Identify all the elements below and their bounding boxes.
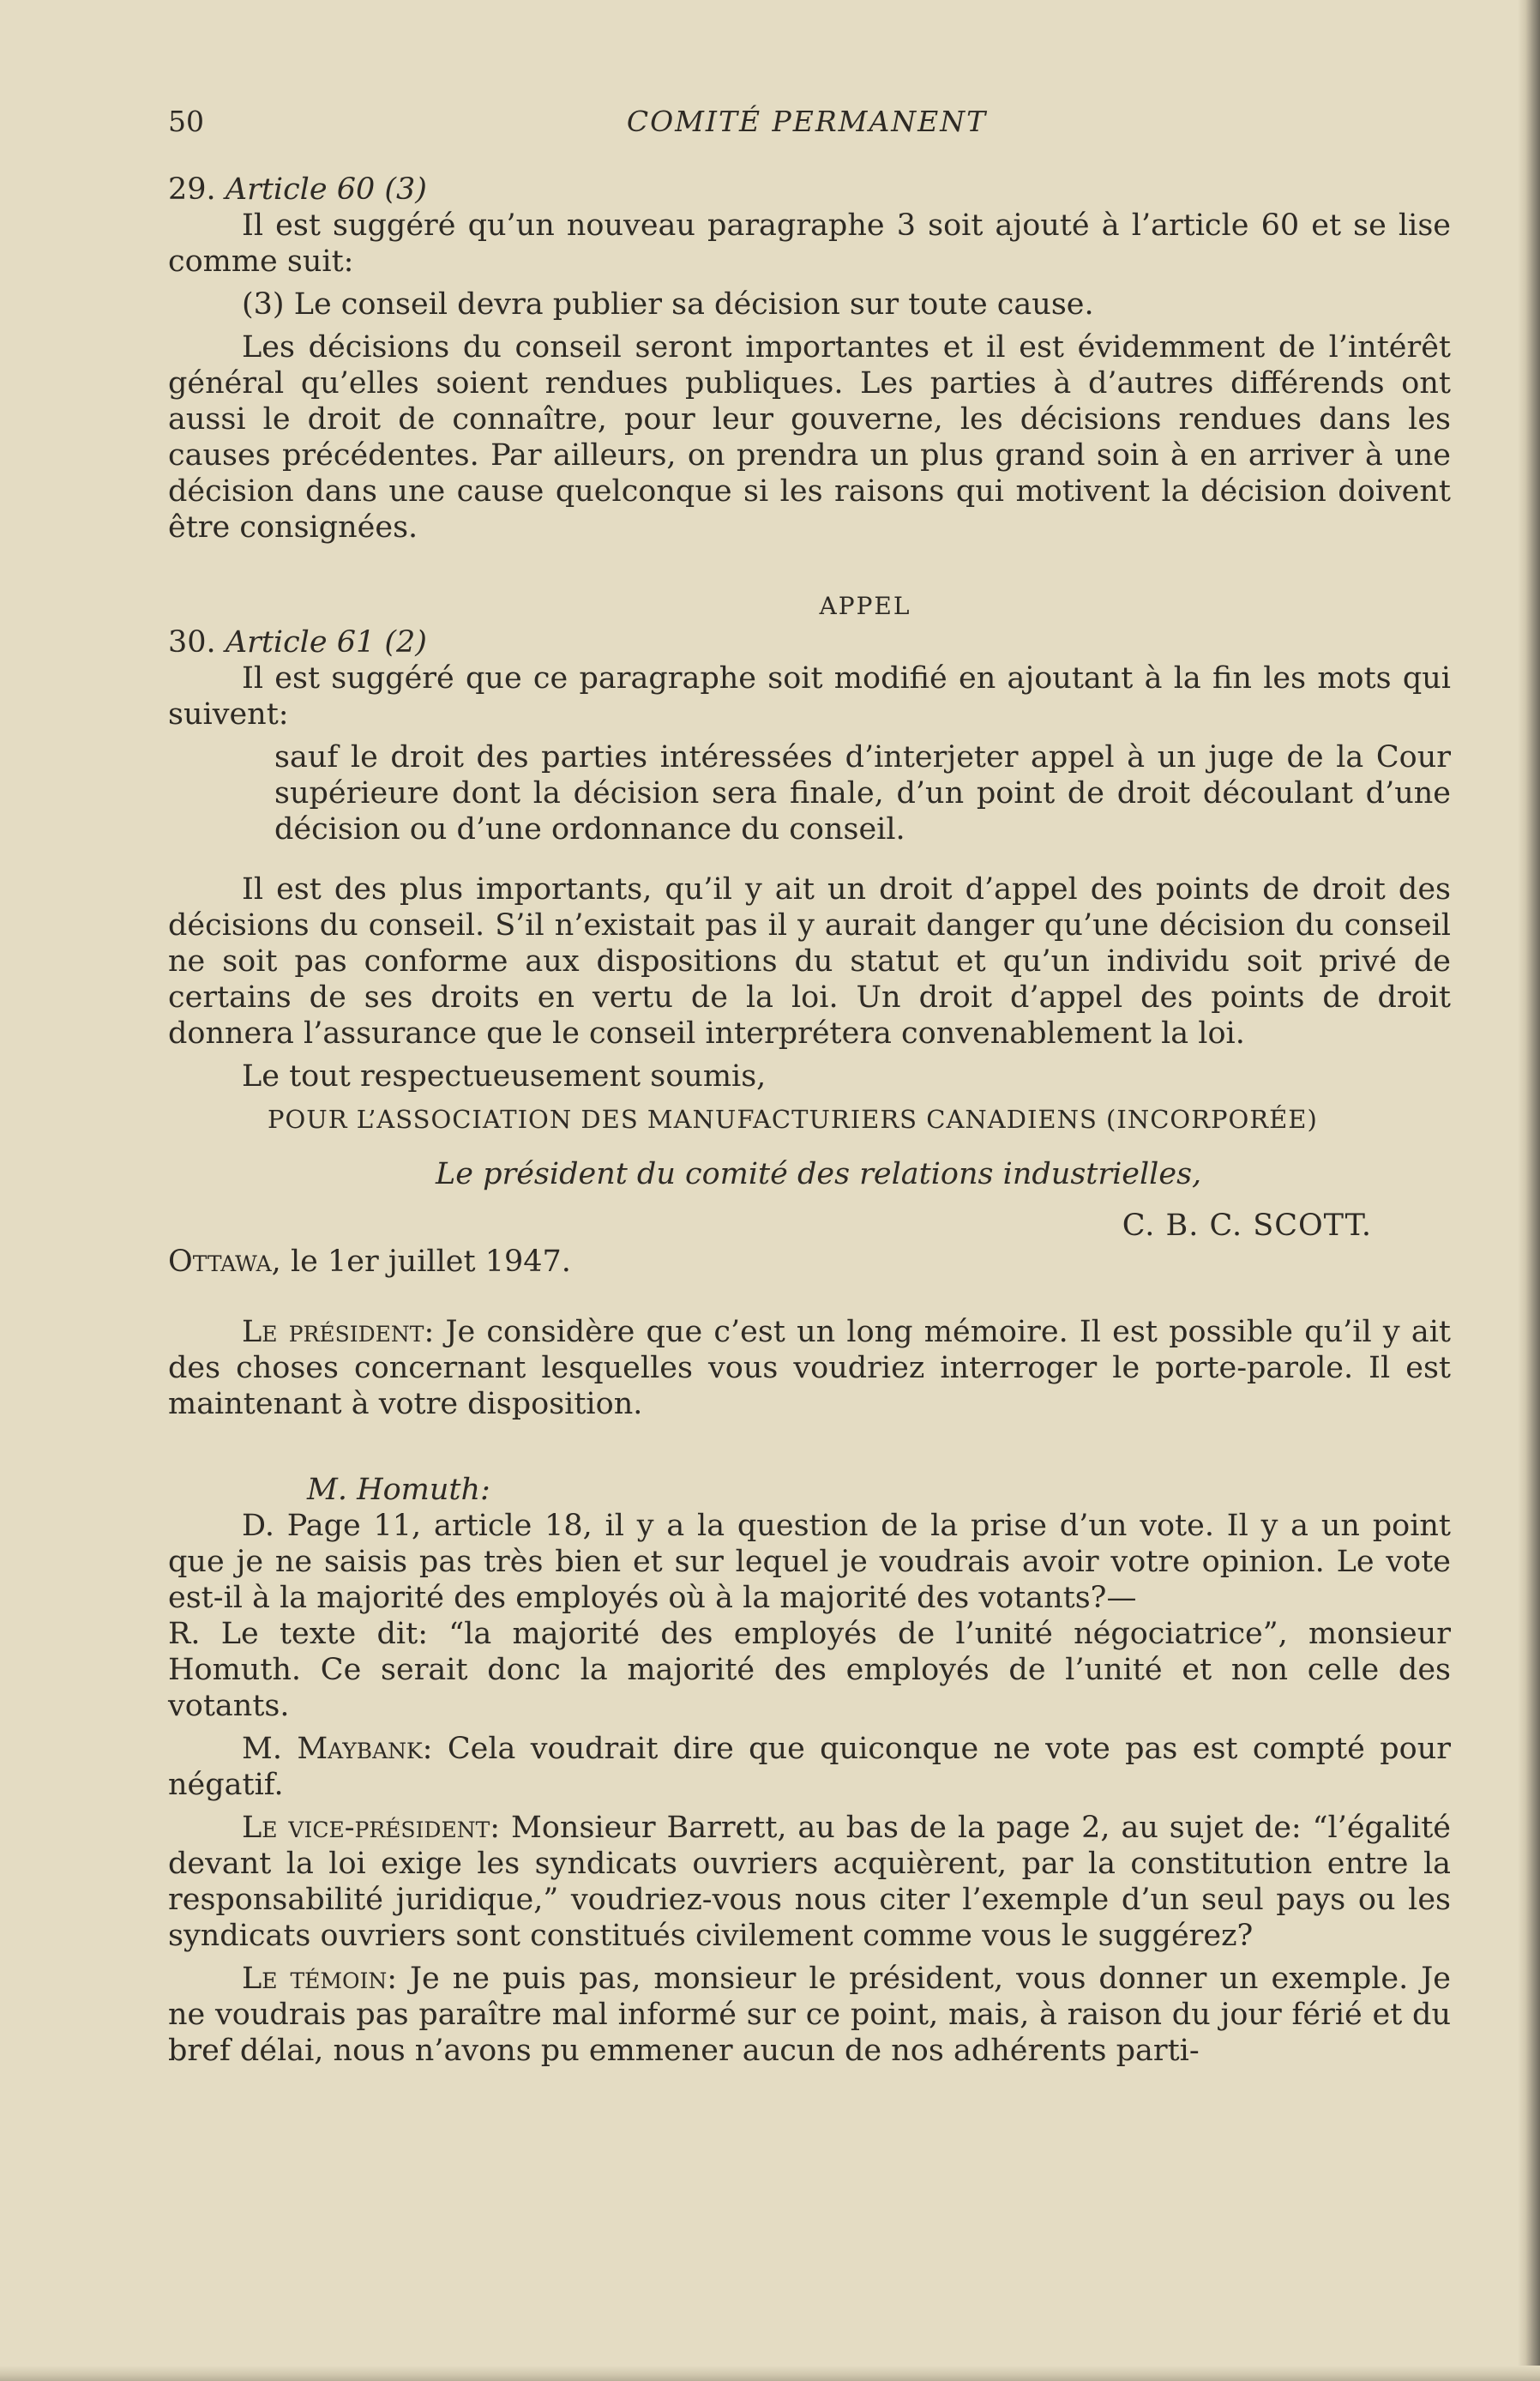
question-text: D. Page 11, article 18, il y a la question de la prise d’un vote. Il y a un point que je ne saisis pas très bien et sur lequel je voudrais avoir votre opinion. Le vote est-il à la majorité des employés où à la majorité des votants?— <box>168 1509 1451 1615</box>
witness-remark <box>168 1961 1451 2069</box>
section-heading-appel: APPEL <box>819 592 911 620</box>
speaker-maybank: M. Maybank: <box>242 1732 433 1766</box>
page-bottom-edge <box>0 2366 1540 2381</box>
running-title: COMITÉ PERMANENT <box>626 105 988 138</box>
signer-role: Le président du comité des relations industrielles, <box>436 1157 1202 1191</box>
article-30-number: 30. <box>168 625 216 660</box>
article-29-rationale: Les décisions du conseil seront importantes et il est évidemment de l’intérêt général qu’elles soient rendues publiques. Les parties à d’autres différends ont aussi le droit de connaître, pour leur gouverne, les décisions rendues dans les causes précédentes. Par ailleurs, on prendra un plus grand soin à en arriver à une décision dans une cause quelconque si les raisons qui motivent la décision doivent être consignées. <box>168 330 1451 545</box>
page-body <box>168 172 1451 2069</box>
article-30-title: Article 61 (2) <box>225 625 427 660</box>
speaker-witness: Le témoin: <box>242 1962 398 1996</box>
article-29-number: 29. <box>168 172 216 207</box>
maybank-remark <box>168 1731 1451 1803</box>
signer-name: C. B. C. SCOTT. <box>1122 1209 1372 1243</box>
speaker-president: Le président: <box>242 1315 435 1349</box>
article-29-intro: Il est suggéré qu’un nouveau paragraphe 3 soit ajouté à l’article 60 et se lise comme suit: <box>168 208 1451 279</box>
date: le 1er juillet 1947. <box>290 1245 571 1279</box>
article-30-rationale: Il est des plus importants, qu’il y ait un droit d’appel des points de droit des décisions du conseil. S’il n’existait pas il y aurait danger qu’une décision du conseil ne soit pas conforme aux dispositions du statut et qu’un individu soit privé de certains de ses droits en vertu de la loi. Un droit d’appel des points de droit donnera l’assurance que le conseil interprétera convenablement la loi. <box>168 872 1451 1051</box>
place: Ottawa, <box>168 1245 281 1279</box>
vice-president-text: Monsieur Barrett, au bas de la page 2, au sujet de: “l’égalité devant la loi exige les syndicats ouvriers acquièrent, par la constitution entre la responsabilité juridique,” voudriez-vous nous citer l’exemple d’un seul pays ou les syndicats ouvriers sont constitués civilement comme vous le suggérez? <box>168 1811 1451 1953</box>
article-30-intro: Il est suggéré que ce paragraphe soit modifié en ajoutant à la fin les mots qui suivent: <box>168 661 1451 732</box>
organization-line: POUR L’ASSOCIATION DES MANUFACTURIERS CANADIENS (INCORPORÉE) <box>268 1105 1318 1134</box>
witness-text: Je ne puis pas, monsieur le président, vous donner un exemple. Je ne voudrais pas paraître mal informé sur ce point, mais, à raison du jour férié et du bref délai, nous n’avons pu emmener aucun de nos adhérents parti- <box>168 1962 1451 2068</box>
article-29-proposal: (3) Le conseil devra publier sa décision sur toute cause. <box>242 287 1094 322</box>
answer-text: R. Le texte dit: “la majorité des employés de l’unité négociatrice”, monsieur Homuth. Ce serait donc la majorité des employés de l’unité et non celle des votants. <box>168 1617 1451 1723</box>
place-date <box>168 1244 1451 1280</box>
president-text: Je considère que c’est un long mémoire. Il est possible qu’il y ait des choses concernant lesquelles vous voudriez interroger le porte-parole. Il est maintenant à votre disposition. <box>168 1315 1451 1421</box>
running-header <box>168 105 1446 148</box>
page-right-edge <box>1518 0 1540 2381</box>
homuth-heading: M. Homuth: <box>307 1473 490 1507</box>
article-29-title: Article 60 (3) <box>225 172 427 207</box>
article-29-heading <box>168 172 1451 208</box>
article-30-quote: sauf le droit des parties intéressées d’interjeter appel à un juge de la Cour supérieure dont la décision sera finale, d’un point de droit découlant d’une décision ou d’une ordonnance du conseil. <box>274 740 1451 847</box>
page-number: 50 <box>168 105 204 138</box>
vice-president-remark <box>168 1810 1451 1954</box>
maybank-text: Cela voudrait dire que quiconque ne vote pas est compté pour négatif. <box>168 1732 1451 1802</box>
speaker-vice-president: Le vice-président: <box>242 1811 501 1845</box>
submission-line: Le tout respectueusement soumis, <box>242 1059 767 1094</box>
article-30-heading <box>168 624 1451 660</box>
president-remark <box>168 1314 1451 1422</box>
